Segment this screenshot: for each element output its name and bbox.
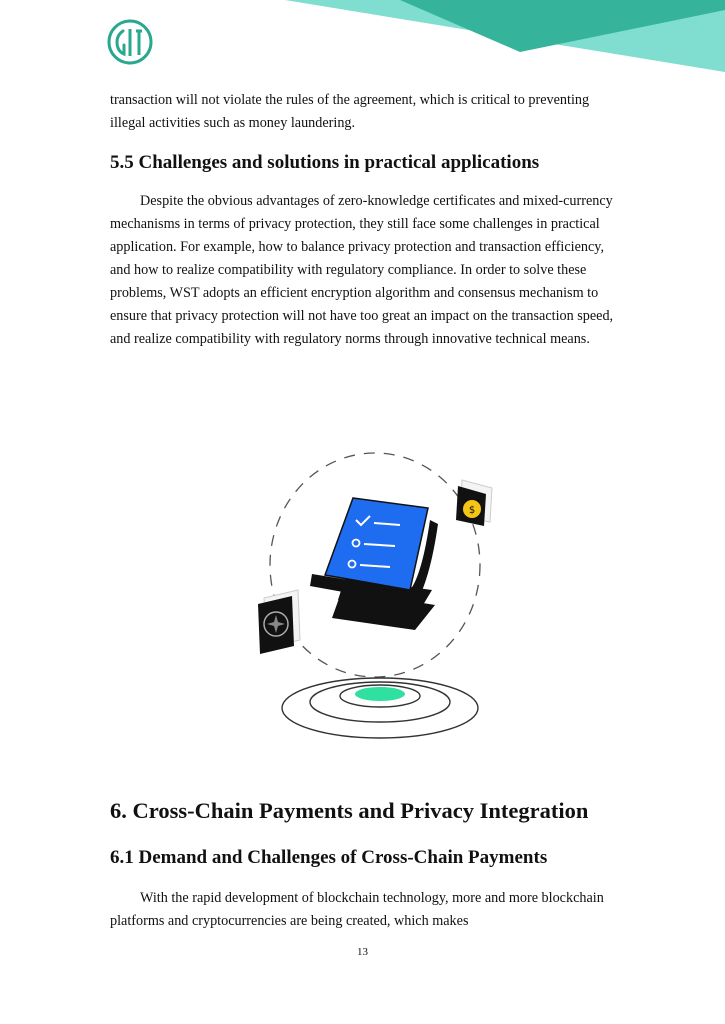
token-card-icon [258, 590, 300, 654]
wst-logo-icon [106, 18, 154, 66]
section-6-1-paragraph: With the rapid development of blockchain technology, more and more blockchain platforms and cryptocurrencies are being created, which makes [110, 890, 604, 929]
section-5-5-heading: 5.5 Challenges and solutions in practical applications [110, 152, 540, 173]
coin-card-icon [456, 480, 492, 526]
section-5-5-paragraph: Despite the obvious advantages of zero-knowledge certificates and mixed-currency mechanisms in terms of privacy protection, they still face some challenges in practical application. For example, how to balance privacy protection and transaction efficiency, and how to realize compatibility with regulatory compliance. In order to solve these problems, WST adopts an efficient encryption algorithm and consensus mechanism to ensure that privacy protection will not have too great an impact on the transaction speed, and realize compatibility with regulatory norms through innovative technical means. [110, 193, 614, 347]
page-number: 13 [357, 946, 368, 958]
section-6-heading: 6. Cross-Chain Payments and Privacy Integration [110, 798, 589, 823]
section-6-1-heading: 6.1 Demand and Challenges of Cross-Chain Payments [110, 847, 548, 868]
paragraph-continued: transaction will not violate the rules of the agreement, which is critical to preventing illegal activities such as money laundering. [110, 92, 590, 131]
platform-core [355, 687, 405, 701]
document-checklist-illustration [250, 440, 520, 750]
svg-text:$: $ [468, 505, 476, 516]
